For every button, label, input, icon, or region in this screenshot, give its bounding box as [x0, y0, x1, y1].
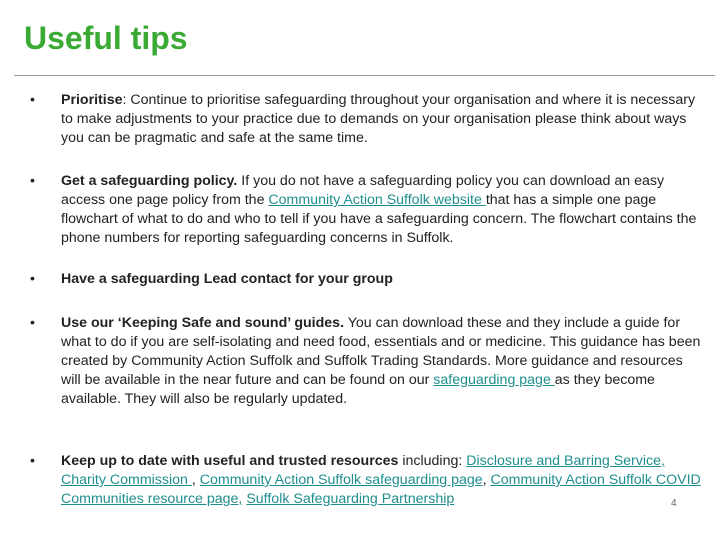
suffolk-safeguarding-partnership-link[interactable]: Suffolk Safeguarding Partnership	[246, 491, 455, 507]
bullet-marker: •	[30, 271, 35, 287]
item-body: You can download these and they include a guide for what to do if you are self-isolating and need food, essentials and or medicine. This guidance has been created by Community Action Suffolk and Suffolk Trading Standards. More guidance and resources will be available in the near future and can be found on our	[61, 315, 701, 388]
list-item-text	[61, 452, 701, 509]
community-action-suffolk-website-link[interactable]: Community Action Suffolk website	[268, 192, 486, 208]
page-title: Useful tips	[24, 20, 188, 56]
item-body: : Continue to prioritise safeguarding throughout your organisation and where it is necessary to make adjustments to your practice due to demands on your organisation please think about ways you can be pragmatic and safe at the same time.	[61, 92, 696, 146]
page-number: 4	[671, 498, 677, 509]
disclosure-and-barring-service-link[interactable]: Disclosure and Barring Service,	[466, 453, 665, 469]
bullet-marker: •	[30, 315, 35, 331]
link-separator: ,	[191, 472, 200, 488]
item-heading: Get a safeguarding policy.	[61, 173, 238, 189]
list-item-text	[61, 314, 701, 409]
link-separator: ,	[482, 472, 491, 488]
safeguarding-page-link[interactable]: safeguarding page	[433, 372, 555, 388]
cas-covid-communities-resource-link[interactable]: Community Action Suffolk COVID Communities resource page,	[61, 472, 701, 507]
bullet-marker: •	[30, 92, 35, 108]
item-heading: Keep up to date with useful and trusted resources	[61, 453, 399, 469]
list-item-text	[61, 270, 701, 289]
list-item-text	[61, 91, 701, 148]
title-divider	[14, 75, 715, 76]
item-body: that has a simple one page flowchart of what to do and who to tell if you have a safeguarding concern. The flowchart contains the phone numbers for reporting safeguarding concerns in Suffolk.	[61, 192, 697, 246]
charity-commission-link[interactable]: Charity Commission	[61, 472, 192, 488]
item-heading: Have a safeguarding Lead contact for your group	[61, 271, 393, 287]
list-item-text	[61, 172, 701, 248]
bullet-marker: •	[30, 173, 35, 189]
item-body: as they become available. They will also be regularly updated.	[61, 372, 655, 407]
cas-safeguarding-page-link[interactable]: Community Action Suffolk safeguarding page	[199, 472, 483, 488]
item-heading: Prioritise	[61, 92, 123, 108]
item-body: If you do not have a safeguarding policy you can download an easy access one page policy from the	[61, 173, 665, 208]
bullet-marker: •	[30, 453, 35, 469]
item-body: including:	[398, 453, 467, 469]
item-heading: Use our ‘Keeping Safe and sound’ guides.	[61, 315, 345, 331]
